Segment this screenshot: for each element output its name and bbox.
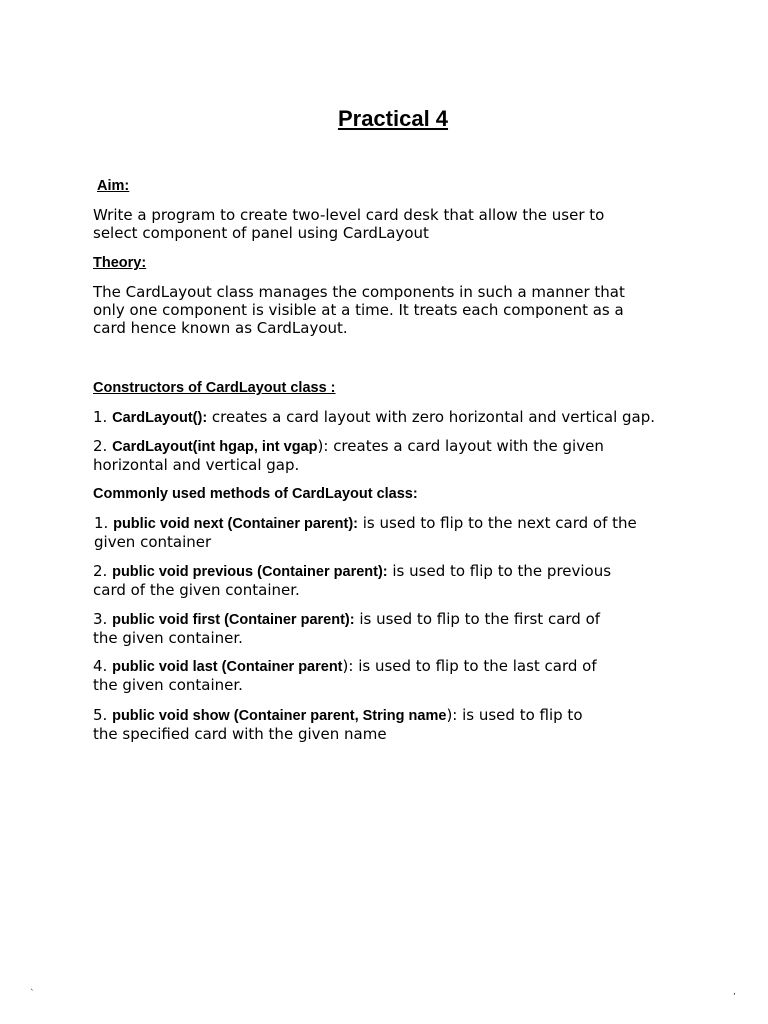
method-description-cont: the given container. [93,629,243,647]
theory-line: The CardLayout class manages the components in such a manner that [93,283,625,301]
footer-left-mark: ` [30,989,35,999]
constructor-item-1 [93,408,703,427]
page-title: Practical 4 [337,106,449,131]
theory-line: card hence known as CardLayout. [93,319,348,337]
aim-text [93,206,703,242]
constructors-heading: Constructors of CardLayout class : [93,380,336,396]
item-number: 5. [93,706,108,724]
constructor-description-cont: horizontal and vertical gap. [93,456,300,474]
method-signature: public void last (Container parent [112,659,343,675]
method-item-2 [93,562,703,599]
method-description: is used to flip to the previous [387,562,612,580]
method-item-4 [93,657,703,694]
aim-heading: Aim: [97,178,130,194]
method-description-cont: the given container. [93,676,243,694]
constructor-signature: CardLayout(): [112,410,208,426]
theory-heading: Theory: [93,255,147,271]
item-number: 4. [93,657,108,675]
item-number: 1. [94,514,109,532]
method-description-cont: the specified card with the given name [93,725,387,743]
footer-right-mark: ‚ [733,987,736,997]
theory-text [93,283,703,337]
constructor-item-2 [93,437,703,474]
method-item-5 [93,706,703,743]
method-description: ): is used to flip to [446,706,583,724]
method-signature: public void first (Container parent): [112,612,355,628]
constructor-description: creates a card layout with zero horizontal and vertical gap. [207,408,656,426]
method-signature: public void next (Container parent): [113,516,358,532]
item-number: 2. [93,562,108,580]
theory-line: only one component is visible at a time. It treats each component as a [93,301,624,319]
aim-line: select component of panel using CardLayout [93,224,429,242]
item-number: 3. [93,610,108,628]
method-description: is used to flip to the first card of [354,610,601,628]
constructor-signature: CardLayout(int hgap, int vgap [112,439,318,455]
method-description-cont: given container [94,533,212,551]
method-signature: public void show (Container parent, String name [112,708,447,724]
method-description-cont: card of the given container. [93,581,300,599]
method-item-1 [94,514,704,551]
method-item-3 [93,610,703,647]
methods-heading: Commonly used methods of CardLayout class: [93,486,418,502]
method-signature: public void previous (Container parent): [112,564,388,580]
constructor-description: ): creates a card layout with the given [317,437,604,455]
item-number: 1. [93,408,108,426]
item-number: 2. [93,437,108,455]
method-description: is used to flip to the next card of the [358,514,637,532]
aim-line: Write a program to create two-level card desk that allow the user to [93,206,605,224]
method-description: ): is used to flip to the last card of [342,657,597,675]
